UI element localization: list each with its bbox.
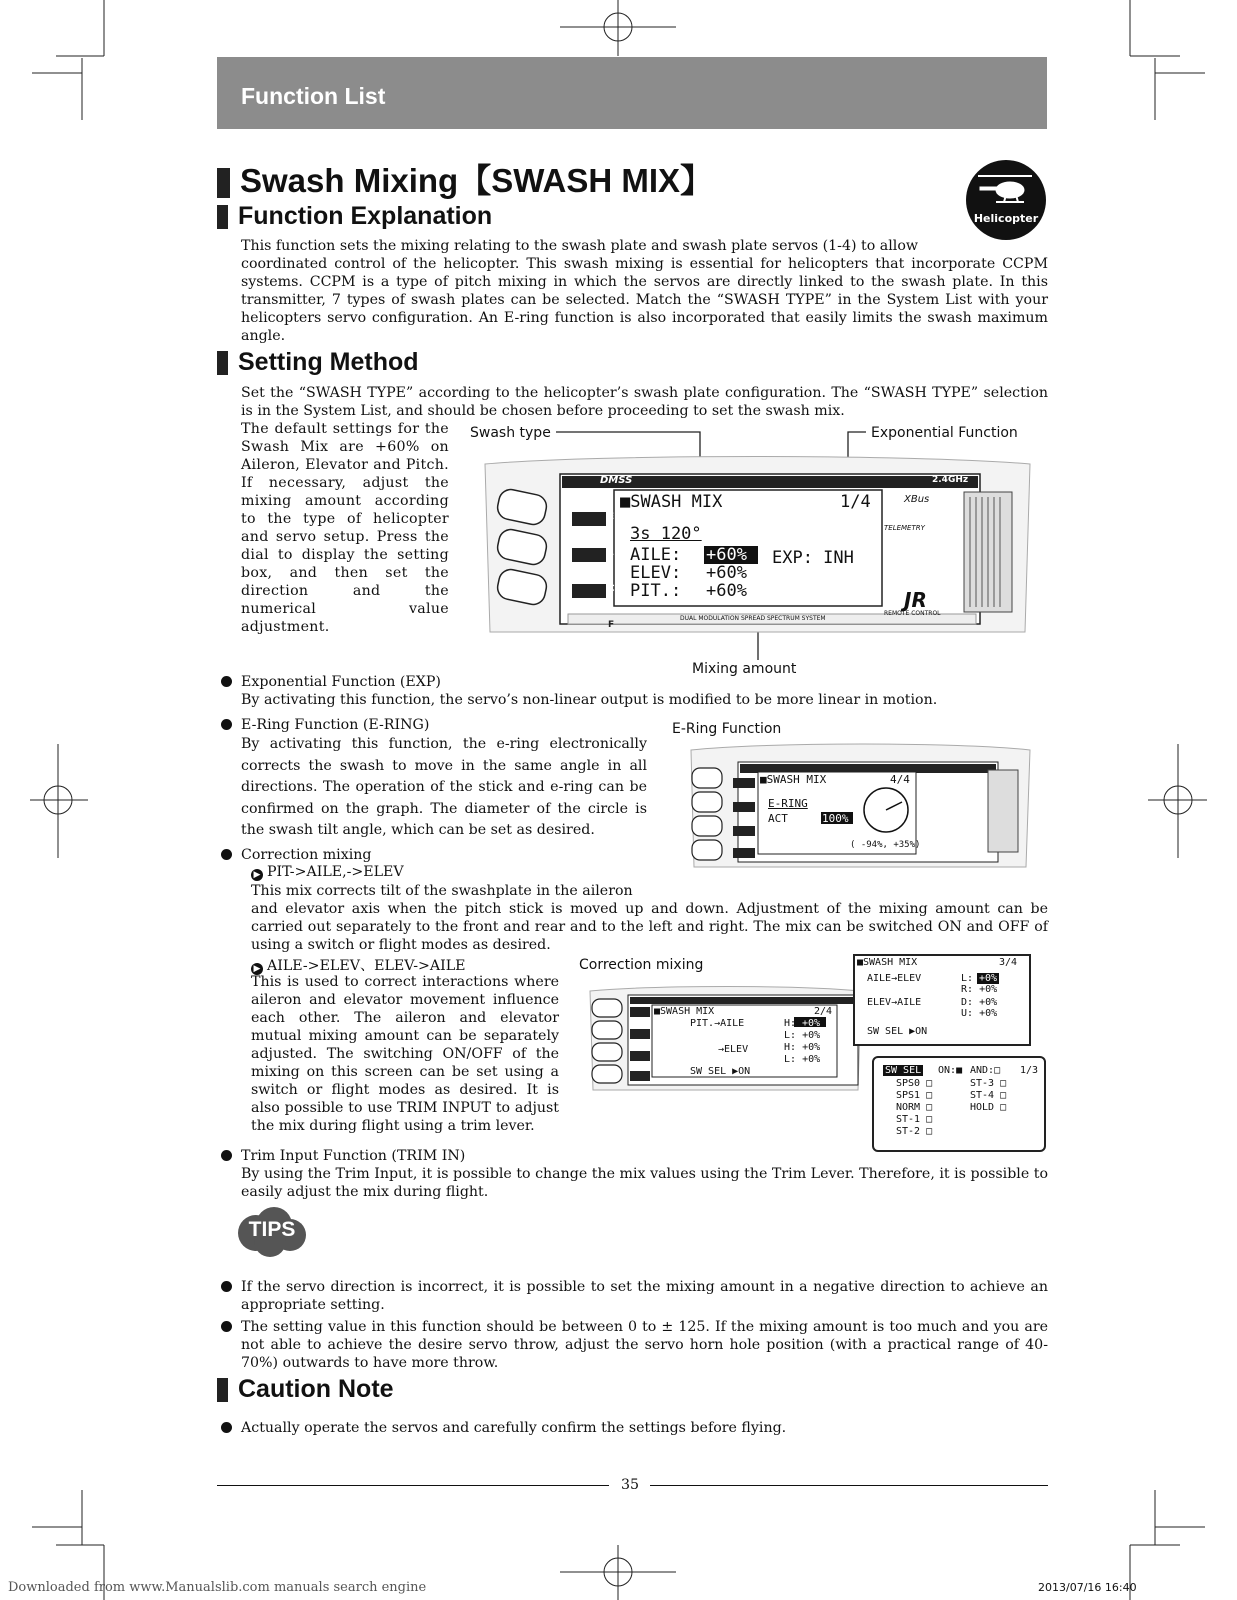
popup3-title: ■SWASH MIX bbox=[857, 957, 918, 968]
sw-right-0[interactable]: ST-3 □ bbox=[970, 1078, 1007, 1089]
popup3-sw[interactable]: SW SEL ▶ON bbox=[867, 1026, 928, 1037]
jr-logo-sub: REMOTE CONTROL bbox=[884, 610, 941, 617]
sw-sel-and: AND:□ bbox=[970, 1065, 1001, 1076]
popup3-l-value[interactable]: +0% bbox=[979, 973, 998, 984]
popup3-page: 3/4 bbox=[999, 957, 1018, 968]
corr-title: Correction mixing bbox=[241, 847, 372, 863]
corr-sub1: ▶ PIT->AILE,->ELEV bbox=[251, 864, 404, 881]
sw-sel-panel bbox=[872, 1056, 1046, 1152]
checkbox[interactable]: □ bbox=[994, 1065, 1001, 1076]
sw-sel-head: SW SEL bbox=[885, 1065, 922, 1076]
popup3-l: L: bbox=[961, 973, 974, 984]
screen1-value-elev[interactable]: +60% bbox=[706, 563, 747, 583]
tips-item-2: The setting value in this function should be between 0 to ± 125. If the mixing amount is too much and you are not able to achieve the desire servo throw, adjust the servo horn hole position (with a practical range of 40-70%) outwards to have more throw. bbox=[241, 1319, 1048, 1371]
label-ering: E-Ring Function bbox=[672, 721, 782, 737]
popup3-r: R: +0% bbox=[961, 984, 998, 995]
sw-left-0[interactable]: SPS0 □ bbox=[896, 1078, 933, 1089]
section-heading-explanation: Function Explanation bbox=[217, 202, 492, 231]
screen1-title: ■SWASH MIX bbox=[620, 492, 723, 512]
sw-sel-page: 1/3 bbox=[1020, 1065, 1039, 1076]
screen3-title: ■SWASH MIX bbox=[654, 1006, 715, 1017]
screen1-value-aile[interactable]: +60% bbox=[706, 545, 747, 565]
download-source[interactable]: Downloaded from www.Manualslib.com manuals search engine bbox=[8, 1580, 427, 1595]
exp-text: By activating this function, the servo’s non-linear output is modified to be more linear in motion. bbox=[241, 692, 938, 708]
popup3-row2: ELEV→AILE bbox=[867, 997, 922, 1008]
bullet bbox=[221, 676, 232, 687]
key-c[interactable]: C bbox=[608, 584, 615, 594]
footer-rule-right bbox=[650, 1485, 1048, 1486]
corr-text1b: and elevator axis when the pitch stick is moved up and down. Adjustment of the mixing amount can be carried out separately to the front and rear and to the left and right. The mix can be switched ON and OFF of using a switch or flight modes as desired. bbox=[251, 901, 1048, 953]
screen2-readout: ( -94%, +35%) bbox=[850, 840, 921, 850]
checkbox[interactable]: ■ bbox=[956, 1065, 963, 1076]
screen2-value[interactable]: 100% bbox=[822, 812, 849, 825]
tips-badge bbox=[236, 1205, 308, 1257]
bullet bbox=[221, 849, 232, 860]
screen2-page: 4/4 bbox=[890, 773, 910, 786]
screen1-row-pit: PIT.: bbox=[630, 581, 682, 601]
bullet bbox=[221, 1281, 232, 1292]
ering-title: E-Ring Function (E-RING) bbox=[241, 717, 430, 733]
label-mixing-amount: Mixing amount bbox=[692, 661, 797, 677]
trim-text: By using the Trim Input, it is possible to change the mix values using the Trim Lever. Therefore, it is possible to easily adjust the mix during flight. bbox=[241, 1166, 1048, 1200]
transmitter-screen-3 bbox=[588, 985, 863, 1100]
swash-mix-popup-3 bbox=[853, 954, 1031, 1046]
popup3-u: U: +0% bbox=[961, 1008, 998, 1019]
tips-label: TIPS bbox=[248, 1218, 296, 1241]
screen1-row-aile: AILE: bbox=[630, 545, 682, 565]
bullet bbox=[221, 719, 232, 730]
screen1-row-elev: ELEV: bbox=[630, 563, 682, 583]
screen1-value-pit[interactable]: +60% bbox=[706, 581, 747, 601]
popup3-d: D: +0% bbox=[961, 997, 998, 1008]
screen3-l2: L: +0% bbox=[784, 1054, 821, 1065]
screen1-footer: DUAL MODULATION SPREAD SPECTRUM SYSTEM bbox=[680, 615, 826, 622]
screen3-h1-value[interactable]: +0% bbox=[802, 1018, 821, 1029]
print-timestamp: 2013/07/16 16:40 bbox=[1038, 1581, 1137, 1594]
transmitter-screen-1 bbox=[480, 452, 1035, 657]
corr-text1a: This mix corrects tilt of the swashplate in the aileron bbox=[251, 883, 633, 899]
sw-left-1[interactable]: SPS1 □ bbox=[896, 1090, 933, 1101]
screen2-act: ACT bbox=[768, 812, 788, 825]
bullet bbox=[221, 1150, 232, 1161]
screen3-h2: H: +0% bbox=[784, 1042, 821, 1053]
sw-right-2[interactable]: HOLD □ bbox=[970, 1102, 1007, 1113]
screen1-page: 1/4 bbox=[840, 492, 871, 512]
transmitter-screen-2 bbox=[688, 742, 1033, 877]
jr-logo: JR bbox=[904, 588, 927, 612]
sw-left-3[interactable]: ST-1 □ bbox=[896, 1114, 933, 1125]
corr-text2: This is used to correct interactions where aileron and elevator movement influence each other. The aileron and elevator mutual mixing amount can be separately adjusted. The switching ON/OFF of the mixing on this screen can be set using a switch or flight modes as desired. It is also possible to use TRIM INPUT to adjust the mix during flight using a trim lever. bbox=[251, 974, 559, 1134]
section-heading-setting: Setting Method bbox=[217, 348, 419, 377]
trim-title: Trim Input Function (TRIM IN) bbox=[241, 1148, 466, 1164]
sw-left-4[interactable]: ST-2 □ bbox=[896, 1126, 933, 1137]
screen2-title: ■SWASH MIX bbox=[760, 773, 827, 786]
xbus-logo: XBus bbox=[904, 494, 930, 505]
key-e[interactable]: E bbox=[608, 512, 615, 522]
arrow-icon: ▶ bbox=[251, 869, 263, 881]
corr-sub2: ▶ AILE->ELEV、ELEV->AILE bbox=[251, 955, 466, 975]
page-number: 35 bbox=[620, 1477, 640, 1493]
key-f[interactable]: F bbox=[608, 620, 615, 630]
setting-paragraph: Set the “SWASH TYPE” according to the helicopter’s swash plate configuration. The “SWASH TYPE” selection is in the System List, and should be chosen before proceeding to set the swash mix. bbox=[241, 385, 1048, 419]
screen2-item: E-RING bbox=[768, 797, 808, 810]
sw-sel-on: ON:■ bbox=[938, 1065, 963, 1076]
section-heading-caution: Caution Note bbox=[217, 1375, 394, 1404]
page-title: Swash Mixing【SWASH MIX】 bbox=[217, 155, 713, 202]
bullet bbox=[221, 1422, 232, 1433]
sw-left-2[interactable]: NORM □ bbox=[896, 1102, 933, 1113]
ering-text: By activating this function, the e-ring electronically corrects the swash to move in the same angle in all directions. The operation of the stick and e-ring can be confirmed on the graph. The diameter of the circle is the swash tilt angle, which can be set as desired. bbox=[241, 736, 647, 838]
helicopter-badge-label: Helicopter bbox=[973, 212, 1039, 225]
screen1-swash-type: 3s 120° bbox=[630, 524, 702, 544]
label-correction: Correction mixing bbox=[579, 957, 704, 973]
header-title: Function List bbox=[241, 83, 386, 109]
exp-title: Exponential Function (EXP) bbox=[241, 674, 441, 690]
screen3-l1: L: +0% bbox=[784, 1030, 821, 1041]
label-swash-type: Swash type bbox=[470, 425, 551, 441]
telemetry-logo: TELEMETRY bbox=[884, 524, 925, 532]
tips-item-1: If the servo direction is incorrect, it is possible to set the mixing amount in a negative direction to achieve an appropriate setting. bbox=[241, 1279, 1048, 1313]
screen1-exp[interactable]: EXP: INH bbox=[772, 548, 854, 568]
sw-right-1[interactable]: ST-4 □ bbox=[970, 1090, 1007, 1101]
screen3-row1: PIT.→AILE bbox=[690, 1018, 745, 1029]
screen3-h1: H: bbox=[784, 1018, 797, 1029]
explanation-line1: This function sets the mixing relating to the swash plate and swash plate servos (1-4) to allow bbox=[241, 238, 919, 254]
footer-rule-left bbox=[217, 1485, 609, 1486]
screen3-page: 2/4 bbox=[814, 1006, 833, 1017]
key-l[interactable]: L bbox=[608, 548, 614, 558]
caution-text: Actually operate the servos and carefully confirm the settings before flying. bbox=[241, 1420, 787, 1436]
screen1-brand: DMSS bbox=[600, 475, 633, 486]
screen3-row2: →ELEV bbox=[718, 1044, 749, 1055]
screen1-band: 2.4GHz bbox=[932, 475, 969, 485]
default-paragraph: The default settings for the Swash Mix are +60% on Aileron, Elevator and Pitch. If necessary, adjust the mixing amount according to the type of helicopter and servo setup. Press the dial to display the setting box, and then set the direction and the numerical value adjustment. bbox=[241, 421, 449, 635]
explanation-paragraph: coordinated control of the helicopter. This swash mixing is essential for helicopters that incorporate CCPM systems. CCPM is a type of pitch mixing in which the servos are directly linked to the swash plate. In this transmitter, 7 types of swash plates can be selected. Match the “SWASH TYPE” in the System List with your helicopters servo configuration. An E-ring function is also incorporated that easily limits the swash maximum angle. bbox=[241, 256, 1048, 344]
popup3-row1: AILE→ELEV bbox=[867, 973, 922, 984]
screen3-sw[interactable]: SW SEL ▶ON bbox=[690, 1066, 751, 1077]
bullet bbox=[221, 1321, 232, 1332]
arrow-icon: ▶ bbox=[251, 963, 263, 975]
label-exponential: Exponential Function bbox=[871, 425, 1018, 441]
